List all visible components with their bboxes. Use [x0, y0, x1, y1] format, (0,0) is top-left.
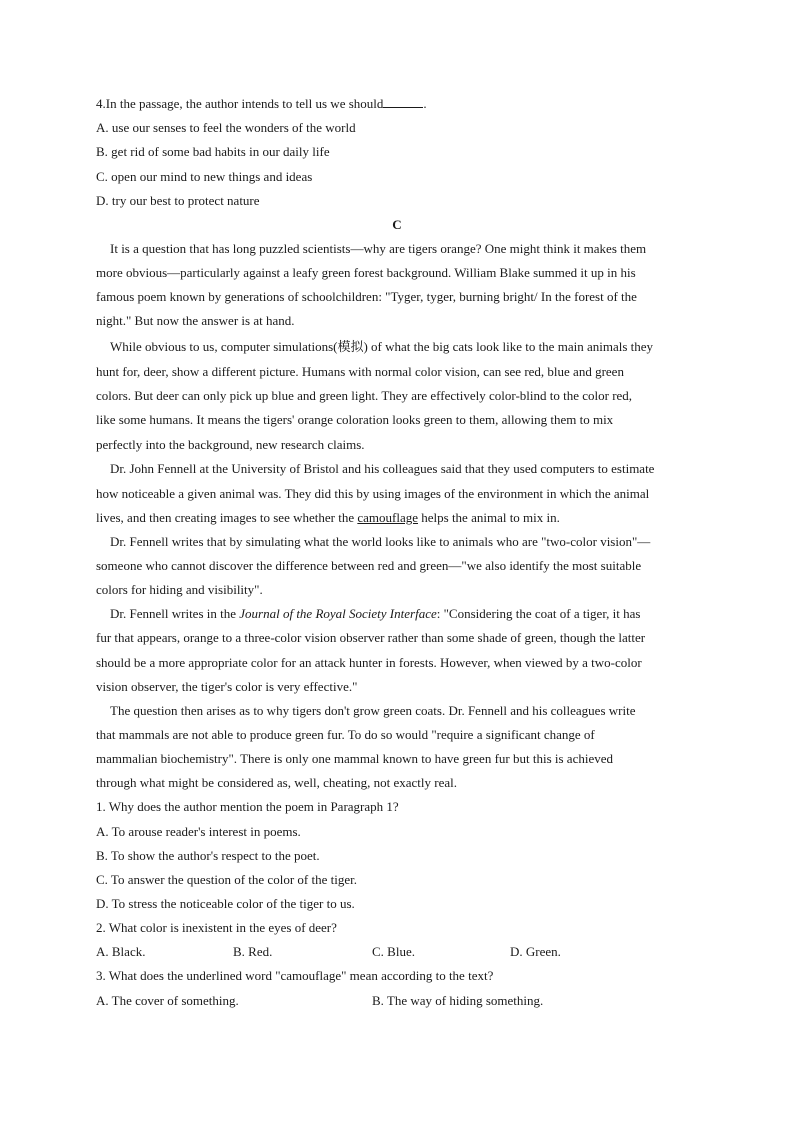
- passage-p5-line: vision observer, the tiger's color is very effective.": [96, 679, 358, 694]
- question-2-option-a: A. Black.: [96, 944, 146, 959]
- question-4-option-c: C. open our mind to new things and ideas: [96, 169, 313, 184]
- section-heading: C: [392, 217, 402, 232]
- passage-p5-line: should be a more appropriate color for an attack hunter in forests. However, when viewed by a two-color: [96, 655, 642, 670]
- question-2-option-c: C. Blue.: [372, 944, 415, 959]
- passage-p2-line: While obvious to us, computer simulations(模拟) of what the big cats look like to the main animals they: [110, 339, 654, 354]
- passage-p6-line: that mammals are not able to produce green fur. To do so would "require a significant change of: [96, 727, 595, 742]
- question-1-option-a: A. To arouse reader's interest in poems.: [96, 824, 301, 839]
- underlined-word-camouflage: camouflage: [357, 510, 418, 525]
- question-4-option-a: A. use our senses to feel the wonders of the world: [96, 120, 356, 135]
- passage-p3-line: Dr. John Fennell at the University of Bristol and his colleagues said that they used computers to estimate: [110, 461, 655, 476]
- passage-p6-line: The question then arises as to why tigers don't grow green coats. Dr. Fennell and his colleagues write: [110, 703, 636, 718]
- passage-p4-line: colors for hiding and visibility".: [96, 582, 263, 597]
- question-2-option-d: D. Green.: [510, 944, 561, 959]
- passage-p1-line: It is a question that has long puzzled scientists—why are tigers orange? One might think it makes them: [110, 241, 647, 256]
- question-3-stem: 3. What does the underlined word "camouflage" mean according to the text?: [96, 968, 494, 983]
- question-1-option-c: C. To answer the question of the color of the tiger.: [96, 872, 357, 887]
- passage-p5-line: fur that appears, orange to a three-color vision observer rather than some shade of green, though the latter: [96, 630, 646, 645]
- question-3-option-b: B. The way of hiding something.: [372, 993, 544, 1008]
- passage-p2-line: like some humans. It means the tigers' orange coloration looks green to them, allowing them to mix: [96, 412, 614, 427]
- passage-p1-line: night." But now the answer is at hand.: [96, 313, 295, 328]
- question-4-option-b: B. get rid of some bad habits in our daily life: [96, 144, 330, 159]
- journal-title: Journal of the Royal Society Interface: [239, 606, 437, 621]
- passage-p1-line: famous poem known by generations of schoolchildren: "Tyger, tyger, burning bright/ In the forest of the: [96, 289, 637, 304]
- question-1-stem: 1. Why does the author mention the poem in Paragraph 1?: [96, 799, 399, 814]
- passage-p5-line: Dr. Fennell writes in the Journal of the Royal Society Interface: "Considering the coat of a tiger, it has: [110, 606, 641, 621]
- passage-p4-line: Dr. Fennell writes that by simulating what the world looks like to animals who are "two-color vision"—: [110, 534, 651, 549]
- passage-p3-line: lives, and then creating images to see whether the camouflage helps the animal to mix in.: [96, 510, 560, 525]
- question-1-option-d: D. To stress the noticeable color of the tiger to us.: [96, 896, 355, 911]
- passage-p2-line: hunt for, deer, show a different picture. Humans with normal color vision, can see red, blue and green: [96, 364, 624, 379]
- question-1-option-b: B. To show the author's respect to the poet.: [96, 848, 320, 863]
- question-2-stem: 2. What color is inexistent in the eyes of deer?: [96, 920, 337, 935]
- passage-p2-line: colors. But deer can only pick up blue and green light. They are effectively color-blind to the color red,: [96, 388, 633, 403]
- question-3-option-a: A. The cover of something.: [96, 993, 239, 1008]
- question-4-option-d: D. try our best to protect nature: [96, 193, 260, 208]
- passage-p4-line: someone who cannot discover the difference between red and green—"we also identify the most suitable: [96, 558, 642, 573]
- passage-p6-line: through what might be considered as, well, cheating, not exactly real.: [96, 775, 457, 790]
- answer-blank: [383, 96, 423, 108]
- question-2-option-b: B. Red.: [233, 944, 273, 959]
- passage-p3-line: how noticeable a given animal was. They did this by using images of the environment in which the animal: [96, 486, 650, 501]
- passage-p2-line: perfectly into the background, new research claims.: [96, 437, 365, 452]
- passage-p6-line: mammalian biochemistry". There is only one mammal known to have green fur but this is achieved: [96, 751, 613, 766]
- question-4-stem: 4.In the passage, the author intends to tell us we should .: [96, 96, 427, 111]
- passage-p1-line: more obvious—particularly against a leafy green forest background. William Blake summed it up in his: [96, 265, 636, 280]
